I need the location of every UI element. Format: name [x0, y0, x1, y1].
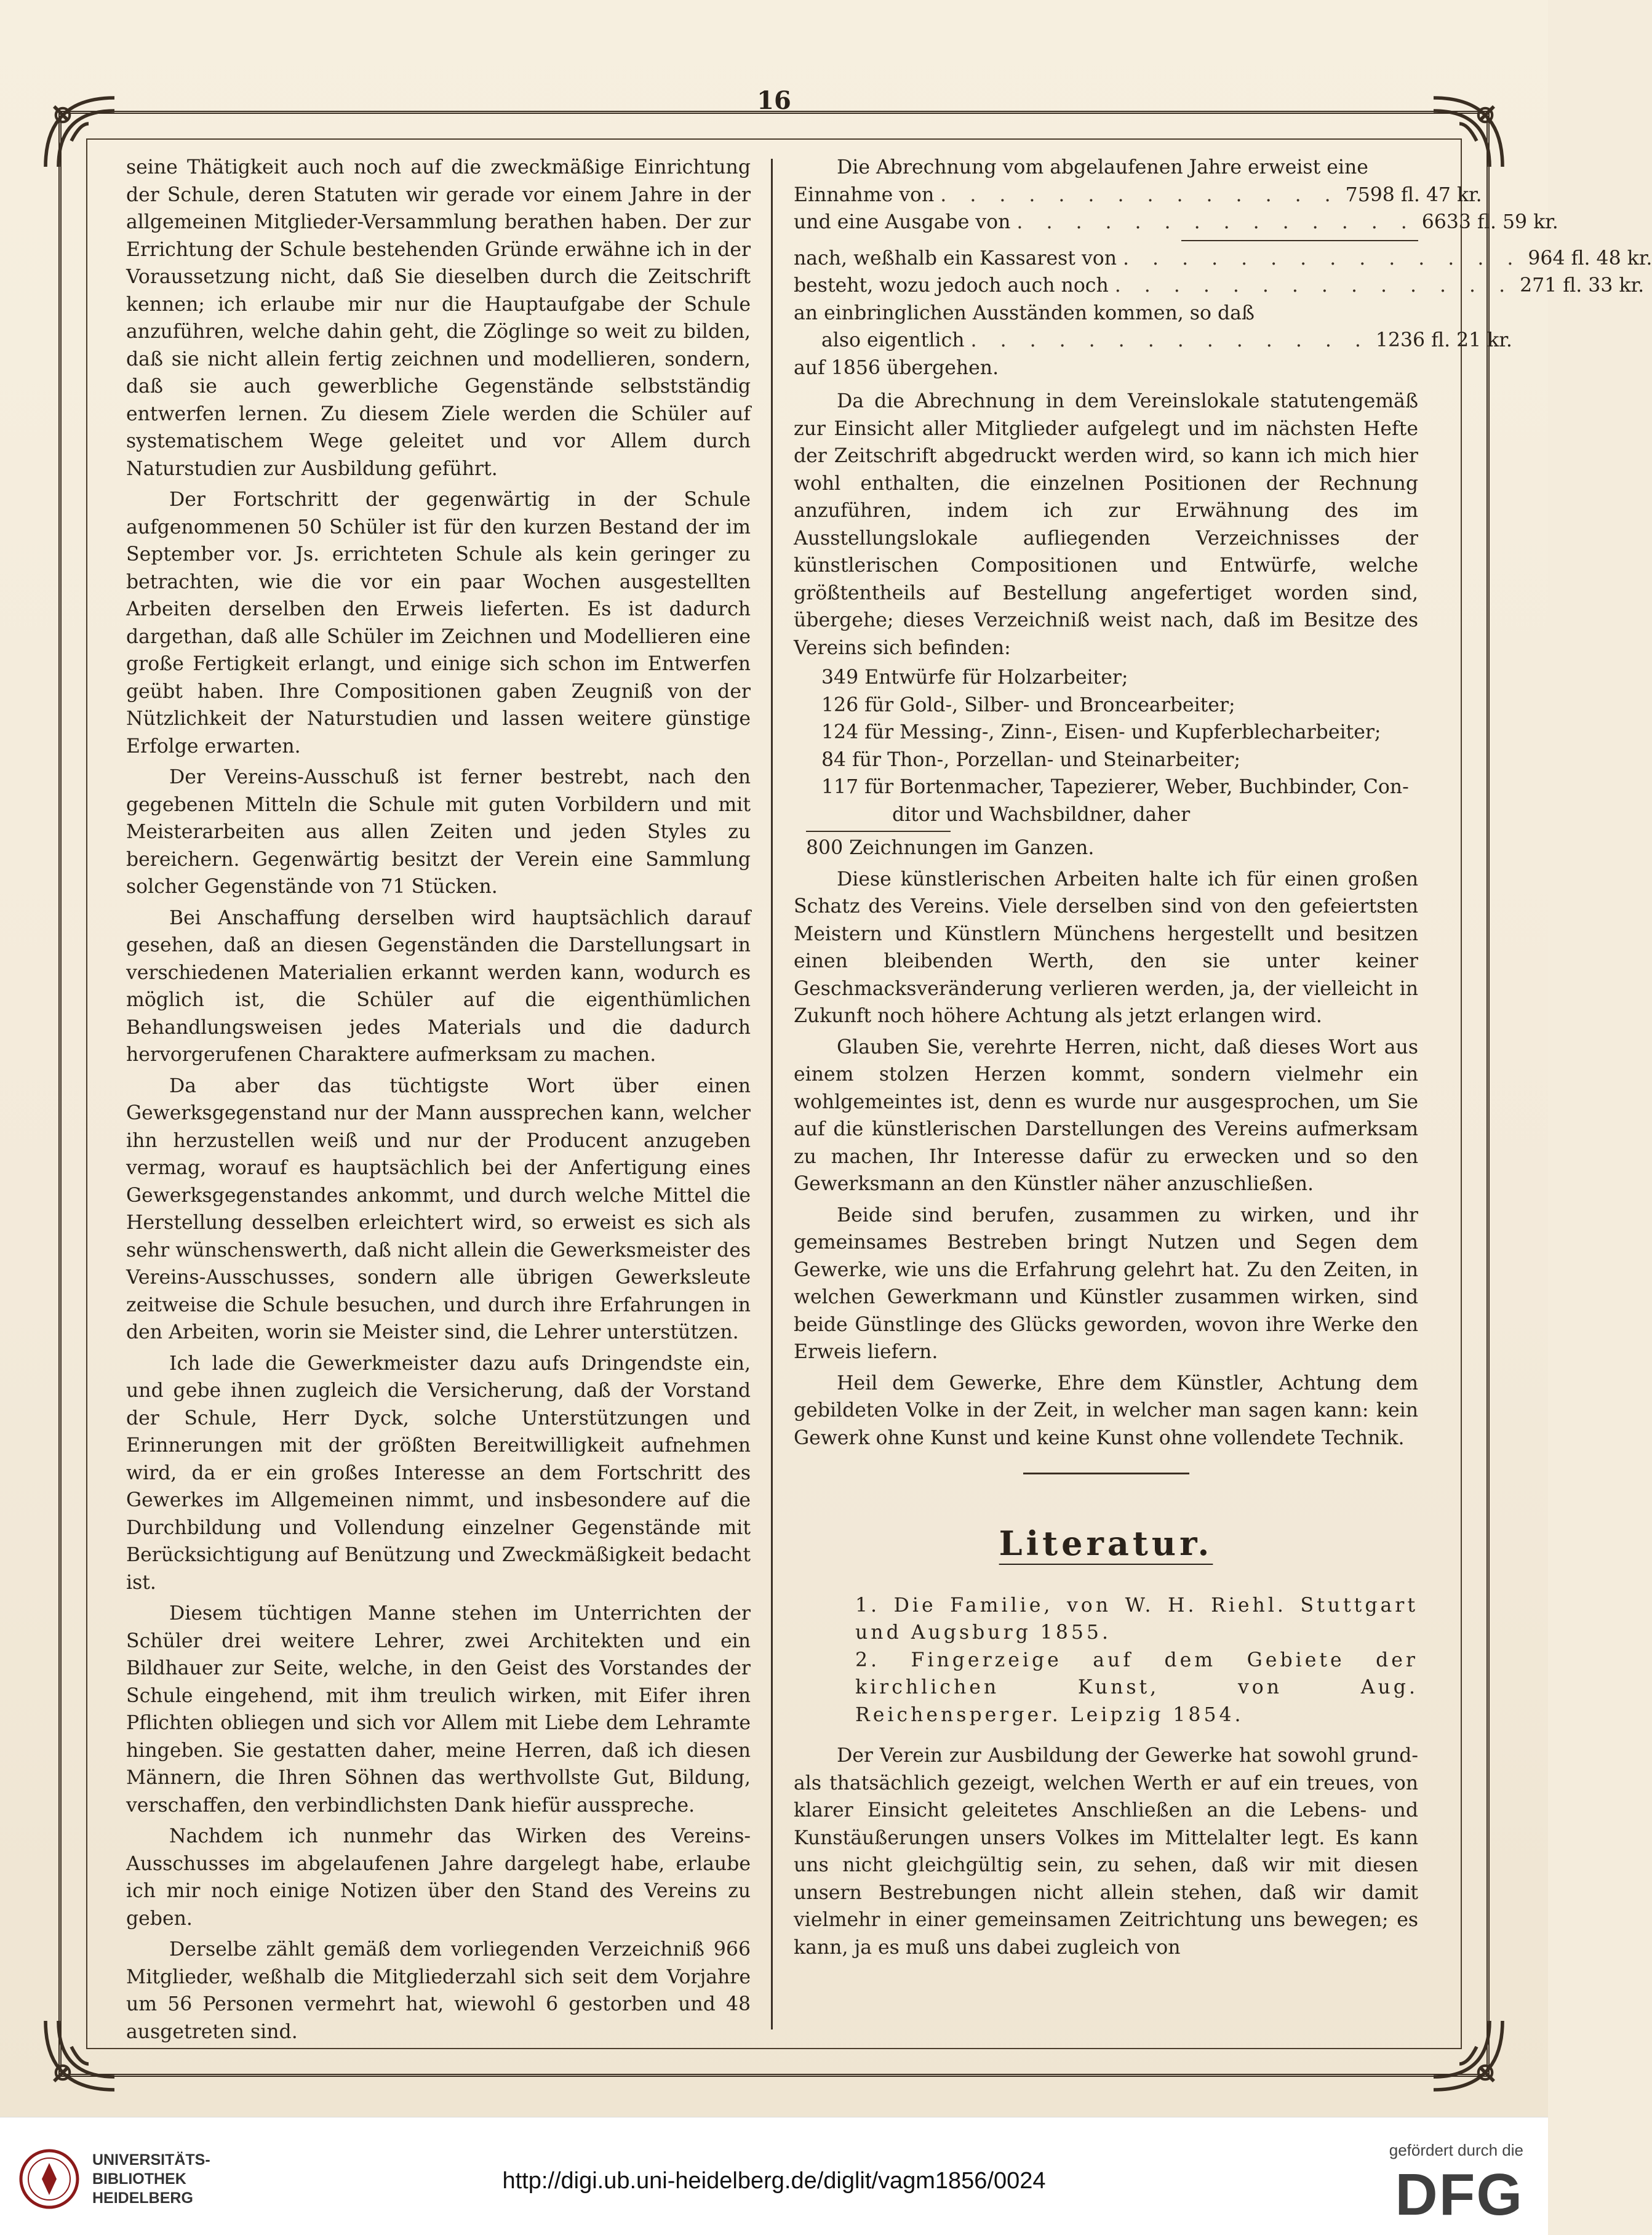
paragraph: Der Verein zur Ausbildung der Gewerke hat sowohl grund- als thatsächlich gezeigt, welchen Werth er auf ein treues, von klarer Einsicht geleitetes Anschließen an die Lebens- und Kunstäußerungen unsers Volkes im Mittelalter legt. Es kann uns nicht gleichgültig sein, zu sehen, daß wir mit diesen unsern Bestrebungen nicht allein stehen, daß wir damit vielmehr in einer gemeinsamen Zeitrichtung uns bewegen; es kann, ja es muß uns dabei zugleich von	[794, 1745, 1418, 1959]
list-item: 117 für Bortenmacher, Tapezierer, Weber, Buchbinder, Con-	[821, 776, 1409, 798]
column-divider	[771, 159, 773, 2029]
account-label: nach, weßhalb ein Kassarest von	[794, 247, 1117, 270]
leader-dots: . . . . . . . . . . . . . .	[970, 329, 1370, 351]
account-label: also eigentlich	[821, 329, 965, 351]
paragraph: seine Thätigkeit auch noch auf die zweckmäßige Einrichtung der Schule, deren Statuten wir gerade vor einem Jahre in der allgemeinen Mitglieder-Versammlung berathen haben. Der zur Errichtung der Schule bestehenden Gründe erwähne ich in der Voraussetzung nicht, daß Sie dieselben durch die Zeitschrift kennen; ich erlaube mir nur die Hauptaufgabe der Schule anzuführen, welche dahin geht, die Zöglinge so weit zu bilden, daß sie nicht allein fertig zeichnen und modellieren, sondern, daß sie auch gewerbliche Gegenstände selbstständig entwerfen lernen. Zu diesem Ziele werden die Schüler auf systematischem Wege geleitet und vor Allem durch Naturstudien zur Ausbildung geführt.	[126, 156, 751, 480]
section-divider	[1023, 1473, 1189, 1474]
leader-dots: . . . . . . . . . . . . . .	[940, 183, 1339, 206]
account-label: Einnahme von	[794, 183, 935, 206]
list-item: 349 Entwürfe für Holzarbeiter;	[821, 666, 1128, 689]
list-item: 84 für Thon-, Porzellan- und Steinarbeiter;	[821, 748, 1241, 771]
list-item: 124 für Messing-, Zinn-, Eisen- und Kupferblecharbeiter;	[821, 721, 1381, 743]
leader-dots: . . . . . . . . . . . . . .	[1114, 274, 1514, 297]
paragraph: Derselbe zählt gemäß dem vorliegenden Verzeichniß 966 Mitglieder, weßhalb die Mitgliederzahl sich seit dem Vorjahre um 56 Personen vermehrt hat, wiewohl 6 gestorben und 48 ausgetreten sind.	[126, 1938, 751, 2043]
account-amount: 1236 fl. 21 kr.	[1375, 329, 1512, 351]
left-column	[126, 154, 751, 2045]
list-item: 126 für Gold-, Silber- und Broncearbeiter;	[821, 694, 1235, 716]
funding-note: gefördert durch die	[1389, 2141, 1523, 2159]
paragraph: Heil dem Gewerke, Ehre dem Künstler, Achtung dem gebildeten Volke in der Zeit, in welcher man sagen kann: kein Gewerk ohne Kunst und keine Kunst ohne vollendete Technik.	[794, 1372, 1418, 1449]
accounts-mid: an einbringlichen Ausständen kommen, so daß	[794, 302, 1255, 324]
paragraph: Der Vereins-Ausschuß ist ferner bestrebt, nach den gegebenen Mitteln die Schule mit guten Vorbildern und mit Meisterarbeiten aus allen Zeiten und jeden Styles zu bereichern. Gegenwärtig besitzt der Verein eine Sammlung solcher Gegenstände von 71 Stücken.	[126, 766, 751, 898]
account-row	[794, 245, 1652, 273]
paragraph: Da die Abrechnung in dem Vereinslokale statutengemäß zur Einsicht aller Mitglieder aufgelegt und im nächsten Hefte der Zeitschrift abgedruckt werden wird, so kann ich mich hier wohl enthalten, die einzelnen Positionen der Rechnung anzuführen, indem ich zur Erwähnung des im Ausstellungslokale aufliegenden Verzeichnisses der künstlerischen Compositionen und Entwürfe, welche größtentheils auf Bestellung angefertiget worden sind, übergehe; dieses Verzeichniß weist nach, daß im Besitze des Vereins sich befinden:	[794, 390, 1418, 659]
viewer-footer	[0, 2117, 1548, 2235]
corner-ornament-top-right	[1425, 89, 1511, 175]
account-total-row	[794, 327, 1512, 354]
sum-rule	[806, 831, 951, 832]
account-amount: 964 fl. 48 kr.	[1528, 247, 1652, 270]
literature-item: 2. Fingerzeige auf dem Gebiete der kirchlichen Kunst, von Aug. Reichensperger. Leipzig 1854.	[855, 1649, 1418, 1726]
section-heading: Literatur.	[999, 1524, 1213, 1563]
university-name-line: BIBLIOTHEK	[92, 2170, 186, 2188]
paragraph: Ich lade die Gewerkmeister dazu aufs Dringendste ein, und gebe ihnen zugleich die Versicherung, daß der Vorstand der Schule, Herr Dyck, solche Unterstützungen und Erinnerungen mit der größten Bereitwilligkeit aufnehmen wird, da er ein großes Interesse an dem Fortschritt des Gewerkes im Allgemeinen nimmt, und insbesondere auf die Durchbildung und Vollendung einzelner Gegenstände mit Berücksichtigung auf Benützung und Zweckmäßigkeit bedacht ist.	[126, 1352, 751, 1594]
account-amount: 7598 fl. 47 kr.	[1345, 183, 1482, 206]
paragraph: Nachdem ich nunmehr das Wirken des Vereins-Ausschusses im abgelaufenen Jahre dargelegt habe, erlaube ich mir noch einige Notizen über den Stand des Vereins zu geben.	[126, 1825, 751, 1930]
drawings-list	[794, 664, 1418, 862]
account-row	[794, 209, 1558, 236]
document-url-link[interactable]: http://digi.ub.uni-heidelberg.de/diglit/vagm1856/0024	[502, 2168, 1046, 2194]
corner-ornament-bottom-right	[1425, 2012, 1511, 2098]
paragraph: Da aber das tüchtigste Wort über einen Gewerksgegenstand nur der Mann aussprechen kann, welcher ihn herzustellen weiß und nur der Producent anzugeben vermag, worauf es hauptsächlich bei der Anfertigung eines Gewerksgegenstandes ankommt, und durch welche Mittel die Herstellung desselben erleichtert wird, so erweist es sich als sehr wünschenswerth, daß nicht allein die Gewerksmeister des Vereins-Ausschusses, sondern alle übrigen Gewerksleute zeitweise die Schule besuchen, und durch ihre Erfahrungen in den Arbeiten, worin sie Meister sind, die Lehrer unterstützen.	[126, 1074, 751, 1343]
leader-dots: . . . . . . . . . . . . . .	[1016, 211, 1416, 233]
page-number: 16	[757, 86, 791, 115]
account-row	[794, 182, 1482, 209]
right-column	[794, 154, 1652, 1961]
literature-item: 1. Die Familie, von W. H. Riehl. Stuttgart und Augsburg 1855.	[855, 1594, 1418, 1644]
sum-rule	[1181, 240, 1418, 241]
accounts-outro: auf 1856 übergehen.	[794, 356, 999, 379]
account-amount: 6633 fl. 59 kr.	[1421, 211, 1558, 233]
paragraph: Glauben Sie, verehrte Herren, nicht, daß dieses Wort aus einem stolzen Herzen kommt, sondern vielmehr ein wohlgemeintes ist, denn es wurde nur ausgesprochen, um Sie auf die künstlerischen Darstellungen des Vereins aufmerksam zu machen, Ihr Interesse dafür zu erwecken und so den Gewerksmann an den Künstler näher anzuschließen.	[794, 1036, 1418, 1195]
university-name-line: UNIVERSITÄTS-	[92, 2151, 210, 2169]
account-label: besteht, wozu jedoch auch noch	[794, 274, 1109, 297]
corner-ornament-bottom-left	[37, 2012, 123, 2098]
account-row	[794, 272, 1645, 300]
dfg-logo: DFG	[1395, 2162, 1523, 2228]
account-label: und eine Ausgabe von	[794, 211, 1011, 233]
drawings-total: 800 Zeichnungen im Ganzen.	[806, 837, 1095, 859]
leader-dots: . . . . . . . . . . . . . .	[1123, 247, 1522, 270]
paragraph: Diesem tüchtigen Manne stehen im Unterrichten der Schüler drei weitere Lehrer, zwei Architekten und ein Bildhauer zur Seite, welche, in den Geist des Vorstandes der Schule eingehend, mit ihm treulich wirken, mit Eifer ihren Pflichten obliegen und sich vor Allem mit Liebe dem Lehramte hingeben. Sie gestatten daher, meine Herren, daß ich diesen Männern, die Ihren Söhnen das werthvollste Gut, Bildung, verschaffen, den verbindlichsten Dank hiefür ausspreche.	[126, 1602, 751, 1817]
university-name-line: HEIDELBERG	[92, 2189, 193, 2207]
account-amount: 271 fl. 33 kr.	[1520, 274, 1645, 297]
corner-ornament-top-left	[37, 89, 123, 175]
list-item-continuation: ditor und Wachsbildner, daher	[892, 803, 1191, 826]
paragraph: Bei Anschaffung derselben wird hauptsächlich darauf gesehen, daß an diesen Gegenständen die Darstellungsart in verschiedenen Materialien erkannt werden kann, wodurch es möglich ist, die Schüler auf die eigenthümlichen Behandlungsweisen jedes Materials und die dadurch hervorgerufenen Charaktere aufmerksam zu machen.	[126, 906, 751, 1066]
paragraph: Diese künstlerischen Arbeiten halte ich für einen großen Schatz des Vereins. Viele derselben sind von den gefeiertsten Meistern und Künstlern Münchens hergestellt und besitzen einen bleibenden Werth, den sie unter keiner Geschmacksveränderung verlieren werden, ja, der vielleicht in Zukunft noch höhere Achtung als jetzt erlangen wird.	[794, 868, 1418, 1027]
paragraph: Der Fortschritt der gegenwärtig in der Schule aufgenommenen 50 Schüler ist für den kurzen Bestand der im September vor. Js. errichteten Schule als kein geringer zu betrachten, wie die vor ein paar Wochen ausgestellten Arbeiten derselben den Erweis lieferten. Es ist dadurch dargethan, daß alle Schüler im Zeichnen und Modellieren eine große Fertigkeit erlangt, und einige sich schon im Entwerfen geübt haben. Ihre Compositionen gaben Zeugniß von der Nützlichkeit der Naturstudien und lassen weitere günstige Erfolge erwarten.	[126, 489, 751, 758]
paragraph: Beide sind berufen, zusammen zu wirken, und ihr gemeinsames Bestreben bringt Nutzen und Segen dem Gewerke, wie uns die Erfahrung gelehrt hat. Zu den Zeiten, in welchen Gewerkmann und Künstler zusammen wirken, sind beide Günstlinge des Glücks geworden, wovon ihre Werke den Erweis liefern.	[794, 1204, 1418, 1363]
accounts-intro: Die Abrechnung vom abgelaufenen Jahre erweist eine	[837, 156, 1368, 178]
